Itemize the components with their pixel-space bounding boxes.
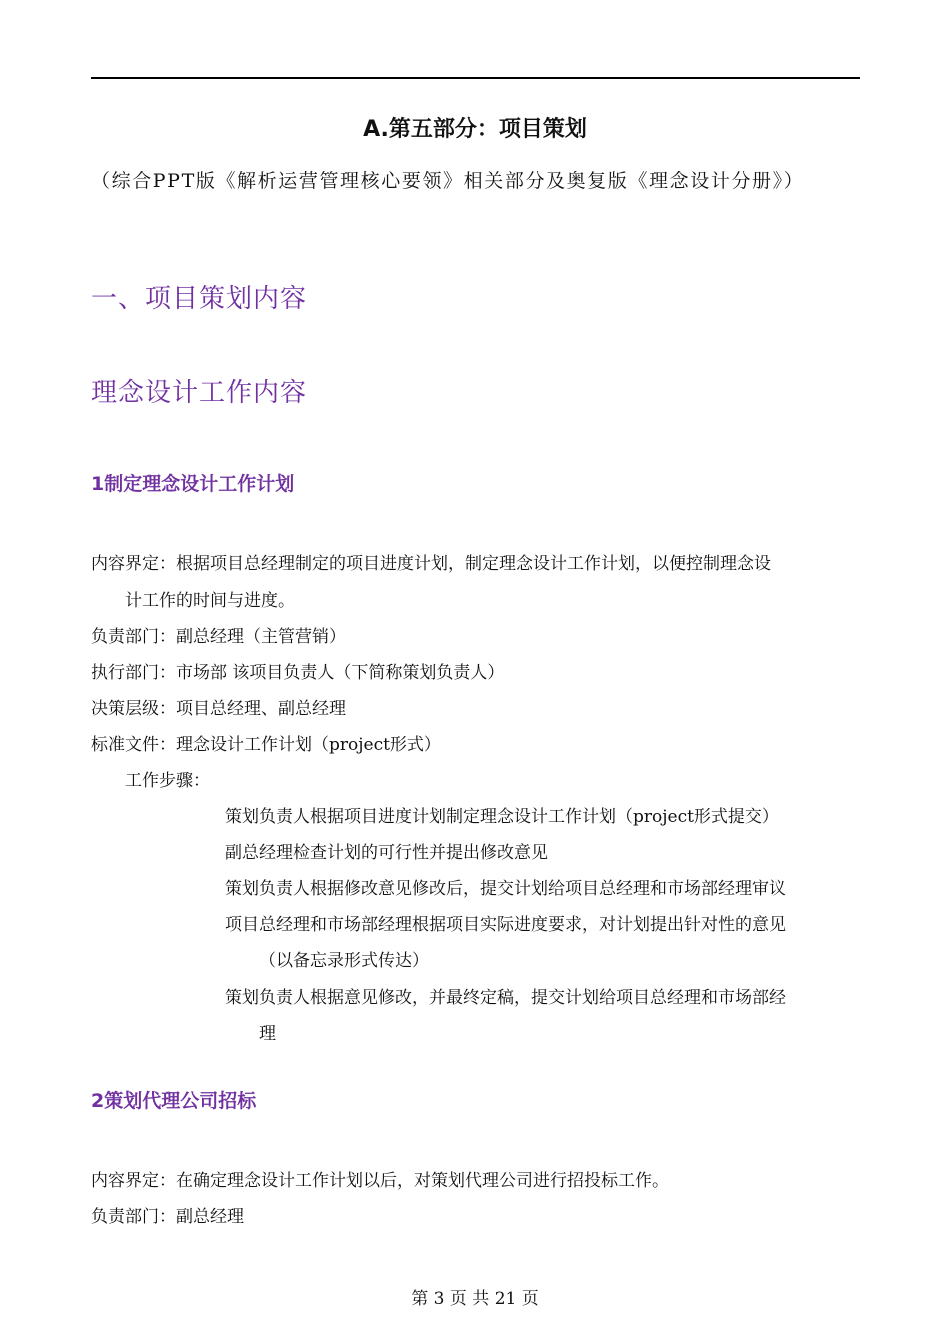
scope-line-2: 计工作的时间与进度。 (125, 591, 295, 611)
executing-dept: 执行部门：市场部 该项目负责人（下简称策划负责人） (91, 663, 505, 683)
heading-section-1: 1制定理念设计工作计划 (91, 473, 295, 495)
responsible-dept: 负责部门：副总经理（主管营销） (91, 627, 346, 647)
section-2-responsible: 负责部门：副总经理 (91, 1207, 244, 1227)
work-steps-label: 工作步骤： (125, 771, 210, 791)
page-number-footer: 第 3 页 共 21 页 (411, 1289, 539, 1309)
heading-section-2: 2策划代理公司招标 (91, 1090, 257, 1112)
page-subtitle: （综合PPT版《解析运营管理核心要领》相关部分及奥复版《理念设计分册》） (91, 170, 805, 192)
standard-file: 标准文件：理念设计工作计划（project形式） (91, 735, 441, 755)
decision-level: 决策层级：项目总经理、副总经理 (91, 699, 346, 719)
scope-line-1: 内容界定：根据项目总经理制定的项目进度计划，制定理念设计工作计划，以便控制理念设 (91, 554, 771, 574)
page-title: A.第五部分：项目策划 (363, 117, 587, 142)
section-2-scope: 内容界定：在确定理念设计工作计划以后，对策划代理公司进行招投标工作。 (91, 1171, 669, 1191)
heading-project-planning-content: 一、项目策划内容 (91, 284, 308, 314)
step-5-continued: 理 (259, 1024, 276, 1044)
step-3: 策划负责人根据修改意见修改后，提交计划给项目总经理和市场部经理审议 (225, 879, 786, 899)
step-4-continued: （以备忘录形式传达） (259, 951, 429, 971)
step-5: 策划负责人根据意见修改，并最终定稿，提交计划给项目总经理和市场部经 (225, 988, 786, 1008)
step-2: 副总经理检查计划的可行性并提出修改意见 (225, 843, 548, 863)
step-4: 项目总经理和市场部经理根据项目实际进度要求，对计划提出针对性的意见 (225, 915, 786, 935)
heading-concept-design-work: 理念设计工作内容 (91, 378, 308, 408)
header-rule (91, 77, 860, 79)
step-1: 策划负责人根据项目进度计划制定理念设计工作计划（project形式提交） (225, 807, 779, 827)
